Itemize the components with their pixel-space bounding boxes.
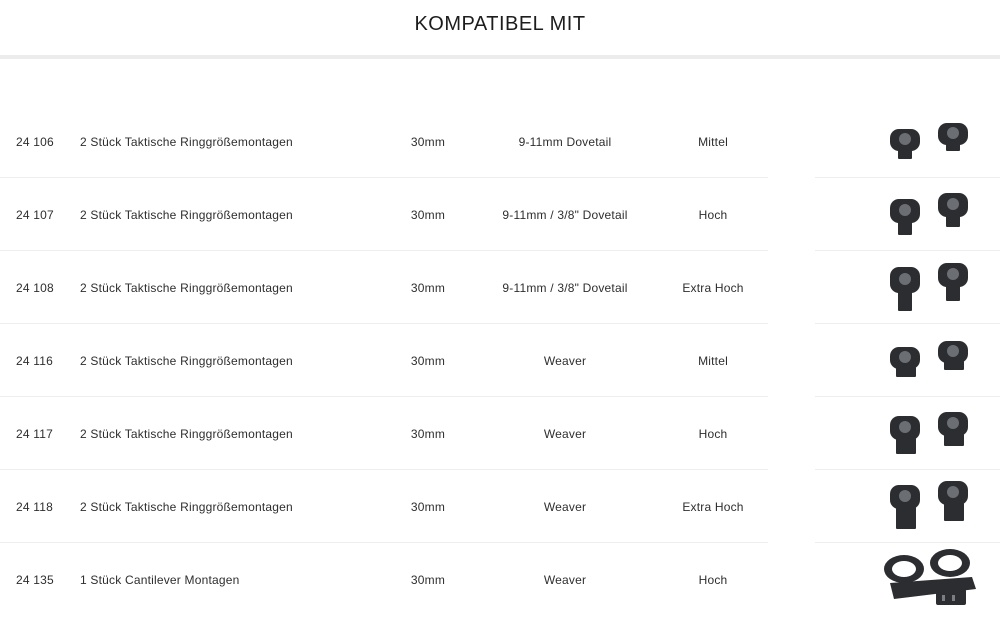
- product-image[interactable]: [870, 397, 990, 470]
- header-divider: [0, 55, 1000, 59]
- table-row[interactable]: [0, 251, 1000, 324]
- rail-type: Weaver: [543, 426, 587, 441]
- compatible-products-table: [0, 105, 1000, 616]
- table-row[interactable]: [0, 543, 1000, 616]
- product-number: 24 116: [16, 353, 54, 368]
- product-number: 24 135: [16, 572, 54, 587]
- ring-size: 30mm: [410, 572, 446, 587]
- rail-type: Weaver: [543, 499, 587, 514]
- product-number: 24 106: [16, 134, 54, 149]
- rail-type: 9-11mm Dovetail: [518, 134, 612, 149]
- ring-size: 30mm: [410, 426, 446, 441]
- product-description: 2 Stück Taktische Ringgrößemontagen: [80, 426, 293, 441]
- ring-mount-pair-icon: [884, 408, 976, 460]
- mount-height: Hoch: [698, 572, 728, 587]
- ring-mount-pair-icon: [884, 261, 976, 315]
- table-row[interactable]: [0, 397, 1000, 470]
- product-description: 2 Stück Taktische Ringgrößemontagen: [80, 280, 293, 295]
- product-image[interactable]: [870, 470, 990, 543]
- product-number: 24 117: [16, 426, 54, 441]
- mount-height: Mittel: [698, 134, 728, 149]
- ring-mount-pair-icon: [884, 189, 976, 241]
- ring-size: 30mm: [410, 134, 446, 149]
- ring-mount-pair-icon: [884, 337, 976, 385]
- product-description: 2 Stück Taktische Ringgrößemontagen: [80, 499, 293, 514]
- product-image[interactable]: [870, 543, 990, 616]
- product-image[interactable]: [870, 324, 990, 397]
- product-number: 24 118: [16, 499, 54, 514]
- rail-type: 9-11mm / 3/8" Dovetail: [502, 280, 628, 295]
- ring-mount-pair-icon: [884, 479, 976, 535]
- product-image[interactable]: [870, 251, 990, 324]
- rail-type: Weaver: [543, 353, 587, 368]
- table-row[interactable]: [0, 178, 1000, 251]
- table-row[interactable]: [0, 324, 1000, 397]
- rail-type: Weaver: [543, 572, 587, 587]
- ring-size: 30mm: [410, 280, 446, 295]
- table-row[interactable]: [0, 470, 1000, 543]
- product-description: 2 Stück Taktische Ringgrößemontagen: [80, 353, 293, 368]
- table-row[interactable]: [0, 105, 1000, 178]
- cantilever-mount-icon: [880, 549, 980, 611]
- mount-height: Hoch: [698, 426, 728, 441]
- ring-size: 30mm: [410, 207, 446, 222]
- page-title: KOMPATIBEL MIT: [414, 12, 586, 35]
- product-description: 1 Stück Cantilever Montagen: [80, 572, 240, 587]
- ring-size: 30mm: [410, 499, 446, 514]
- mount-height: Extra Hoch: [682, 499, 744, 514]
- product-image[interactable]: [870, 105, 990, 178]
- rail-type: 9-11mm / 3/8" Dovetail: [502, 207, 628, 222]
- product-description: 2 Stück Taktische Ringgrößemontagen: [80, 207, 293, 222]
- product-number: 24 108: [16, 280, 54, 295]
- section-header: [0, 0, 1000, 56]
- product-image[interactable]: [870, 178, 990, 251]
- product-description: 2 Stück Taktische Ringgrößemontagen: [80, 134, 293, 149]
- mount-height: Extra Hoch: [682, 280, 744, 295]
- ring-size: 30mm: [410, 353, 446, 368]
- product-number: 24 107: [16, 207, 54, 222]
- mount-height: Mittel: [698, 353, 728, 368]
- mount-height: Hoch: [698, 207, 728, 222]
- ring-mount-pair-icon: [884, 117, 976, 167]
